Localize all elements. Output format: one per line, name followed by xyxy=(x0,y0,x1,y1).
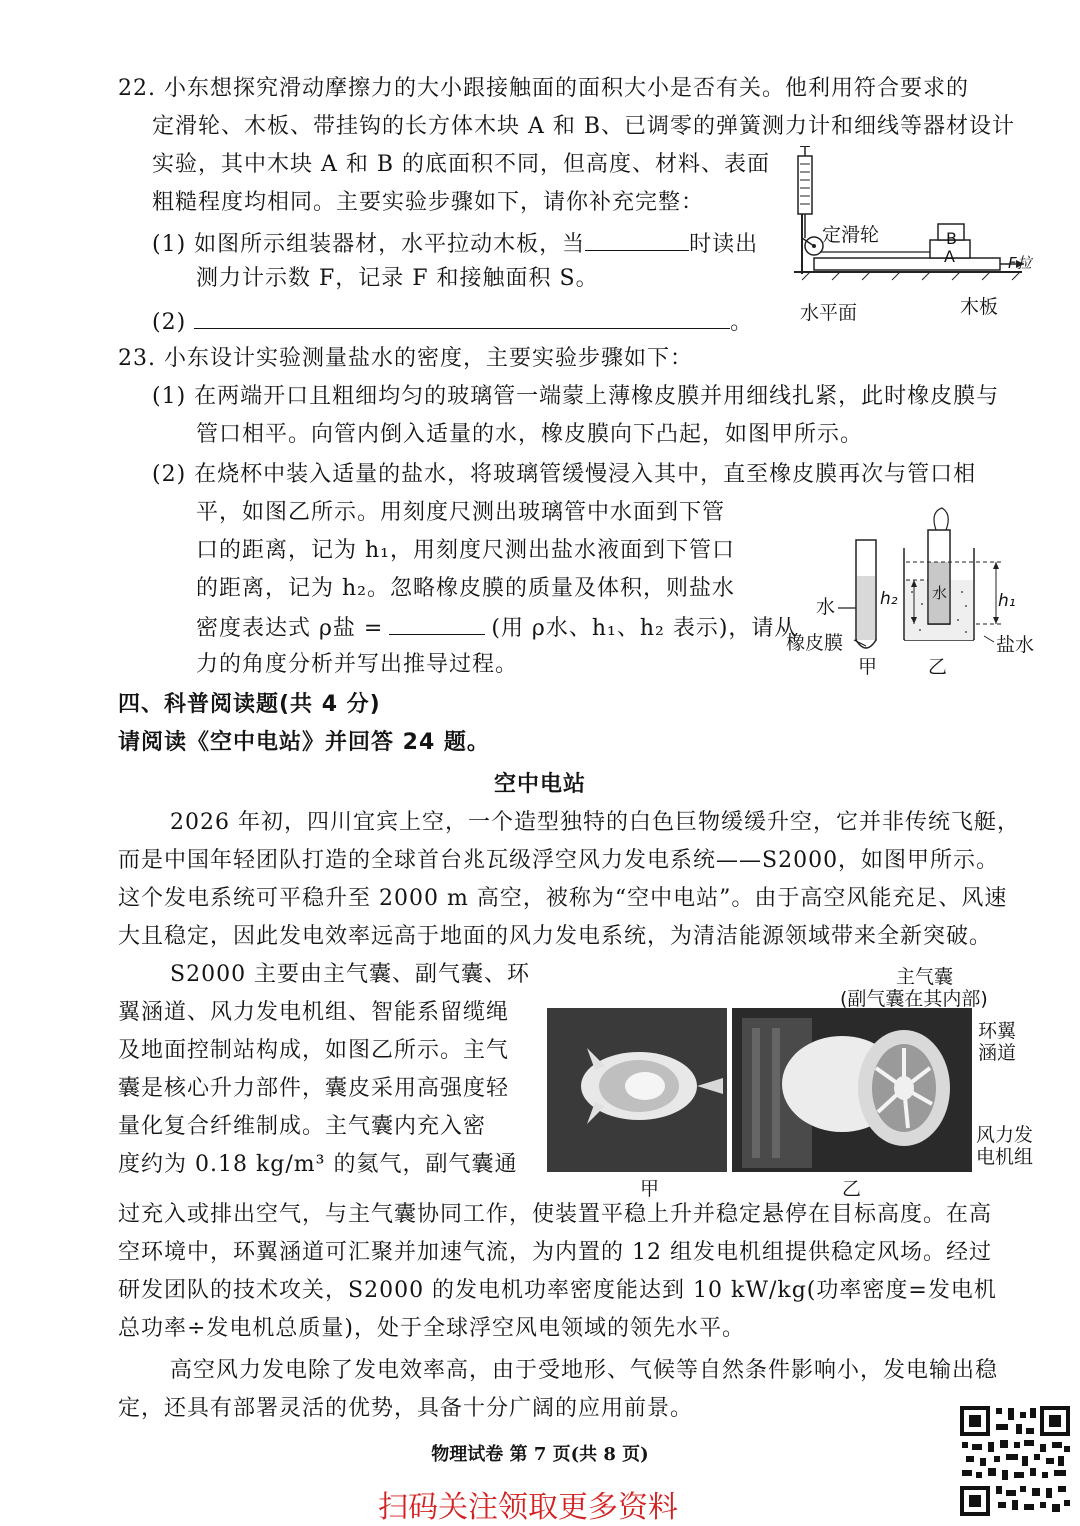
q23-s2-line1: (2) 在烧杯中装入适量的盐水，将玻璃管缓慢浸入其中，直至橡皮膜再次与管口相 xyxy=(152,462,977,487)
main-bag-label: 主气囊 xyxy=(896,966,954,988)
main-bag-note: (副气囊在其内部) xyxy=(840,988,988,1010)
q22-line4: 粗糙程度均相同。主要实验步骤如下，请你补充完整： xyxy=(152,190,705,215)
q23-s2-line5 xyxy=(196,612,797,644)
photo-yi-components xyxy=(732,1008,972,1172)
q22-step1-line2: 测力计示数 F，记录 F 和接触面积 S。 xyxy=(196,266,599,291)
article-p2-l6: 度约为 0.18 kg/m³ 的氦气，副气囊通 xyxy=(118,1152,518,1177)
duct-label-2: 涵道 xyxy=(978,1042,1017,1064)
article-p1-l3: 这个发电系统可平稳升至 2000 m 高空，被称为“空中电站”。由于高空风能充足、风速 xyxy=(118,886,1008,911)
article-p1-l2: 而是中国年轻团队打造的全球首台兆瓦级浮空风力发电系统——S2000，如图甲所示。 xyxy=(118,848,1000,873)
q22-step2-label: (2) xyxy=(152,310,187,335)
article-p2-l8: 空环境中，环翼涵道可汇聚并加速气流，为内置的 12 组发电机组提供稳定风场。经过 xyxy=(118,1240,992,1265)
article-p2-l4: 囊是核心升力部件，囊皮采用高强度轻 xyxy=(118,1076,510,1101)
q22-step1-pre: (1) 如图所示组装器材，水平拉动木板，当 xyxy=(152,232,586,257)
tube-water-label: 水 xyxy=(932,584,948,602)
membrane-label: 橡皮膜 xyxy=(786,632,844,654)
q22-step2 xyxy=(152,306,753,338)
q23-density-blank[interactable] xyxy=(389,612,485,635)
h1-label: h₁ xyxy=(998,591,1016,611)
q23-s2-line2: 平，如图乙所示。用刻度尺测出玻璃管中水面到下管 xyxy=(196,500,726,525)
duct-label-1: 环翼 xyxy=(978,1020,1017,1042)
article-p1-l4: 大且稳定，因此发电效率远高于地面的风力发电系统，为清洁能源领域带来全新突破。 xyxy=(118,924,993,949)
generator-label-1: 风力发 xyxy=(976,1124,1034,1146)
q23-expression-post: (用 ρ水、h₁、h₂ 表示)，请从 xyxy=(491,616,798,641)
article-p2-l3: 及地面控制站构成，如图乙所示。主气 xyxy=(118,1038,510,1063)
block-b-label: B xyxy=(946,229,957,248)
article-p2-l5: 量化复合纤维制成。主气囊内充入密 xyxy=(118,1114,487,1139)
article-p3-l2: 定，还具有部署灵活的优势，具备十分广阔的应用前景。 xyxy=(118,1396,694,1421)
q23-s1-line2: 管口相平。向管内倒入适量的水，橡皮膜向下凸起，如图甲所示。 xyxy=(196,422,864,447)
q22-step1-blank[interactable] xyxy=(585,228,689,251)
generator-label-2: 电机组 xyxy=(976,1146,1034,1168)
q22-step2-blank[interactable] xyxy=(194,306,730,329)
photo-jia-airship xyxy=(547,1008,727,1172)
q22-step1-post: 时读出 xyxy=(689,232,759,257)
q22-line3: 实验，其中木块 A 和 B 的底面积不同，但高度、材料、表面 xyxy=(152,152,771,177)
figure-jia-label: 甲 xyxy=(858,656,878,678)
board-label: 木板 xyxy=(960,296,999,318)
q23-s2-line4: 的距离，记为 h₂。忽略橡皮膜的质量及体积，则盐水 xyxy=(196,576,735,601)
photo-jia-caption: 甲 xyxy=(640,1178,660,1200)
article-p2-l10: 总功率÷发电机总质量)，处于全球浮空风电领域的领先水平。 xyxy=(118,1316,746,1341)
figure-yi-label: 乙 xyxy=(928,656,948,678)
q22-line1: 22. 小东想探究滑动摩擦力的大小跟接触面的面积大小是否有关。他利用符合要求的 xyxy=(118,76,969,101)
section4-intro: 请阅读《空中电站》并回答 24 题。 xyxy=(118,730,490,755)
brine-label: 盐水 xyxy=(996,634,1035,656)
qr-code-icon[interactable] xyxy=(958,1404,1072,1518)
q23-s2-line6: 力的角度分析并写出推导过程。 xyxy=(196,652,519,677)
article-p2-l1: S2000 主要由主气囊、副气囊、环 xyxy=(170,962,531,987)
q23-line1: 23. 小东设计实验测量盐水的密度，主要实验步骤如下： xyxy=(118,346,693,371)
article-p2-l9: 研发团队的技术攻关，S2000 的发电机功率密度能达到 10 kW/kg(功率密度=发电机 xyxy=(118,1278,997,1303)
h2-label: h₂ xyxy=(880,589,898,609)
article-p2-l2: 翼涵道、风力发电机组、智能系留缆绳 xyxy=(118,1000,510,1025)
q22-step1 xyxy=(152,228,758,260)
pull-force-label: F拉 xyxy=(1008,254,1032,272)
ground-label: 水平面 xyxy=(800,302,858,324)
block-a-label: A xyxy=(944,247,955,266)
page-footer: 物理试卷 第 7 页(共 8 页) xyxy=(431,1444,649,1465)
q23-s2-line3: 口的距离，记为 h₁，用刻度尺测出盐水液面到下管口 xyxy=(196,538,735,563)
article-p2-l7: 过充入或排出空气，与主气囊协同工作，使装置平稳上升并稳定悬停在目标高度。在高 xyxy=(118,1202,993,1227)
water-label: 水 xyxy=(816,596,836,618)
article-p3-l1: 高空风力发电除了发电效率高，由于受地形、气候等自然条件影响小，发电输出稳 xyxy=(170,1358,999,1383)
promo-text: 扫码关注领取更多资料 xyxy=(378,1490,678,1525)
pulley-label: 定滑轮 xyxy=(822,224,880,246)
article-title: 空中电站 xyxy=(493,772,586,797)
q23-s1-line1: (1) 在两端开口且粗细均匀的玻璃管一端蒙上薄橡皮膜并用细线扎紧，此时橡皮膜与 xyxy=(152,384,1000,409)
photo-yi-caption: 乙 xyxy=(842,1178,862,1200)
q22-line2: 定滑轮、木板、带挂钩的长方体木块 A 和 B、已调零的弹簧测力计和细线等器材设计 xyxy=(152,114,1016,139)
q23-expression-pre: 密度表达式 ρ盐 = xyxy=(196,616,384,641)
section4-heading: 四、科普阅读题(共 4 分) xyxy=(118,692,381,717)
article-p1-l1: 2026 年初，四川宜宾上空，一个造型独特的白色巨物缓缓升空，它并非传统飞艇， xyxy=(170,810,1020,835)
q22-step2-end: 。 xyxy=(730,310,754,335)
